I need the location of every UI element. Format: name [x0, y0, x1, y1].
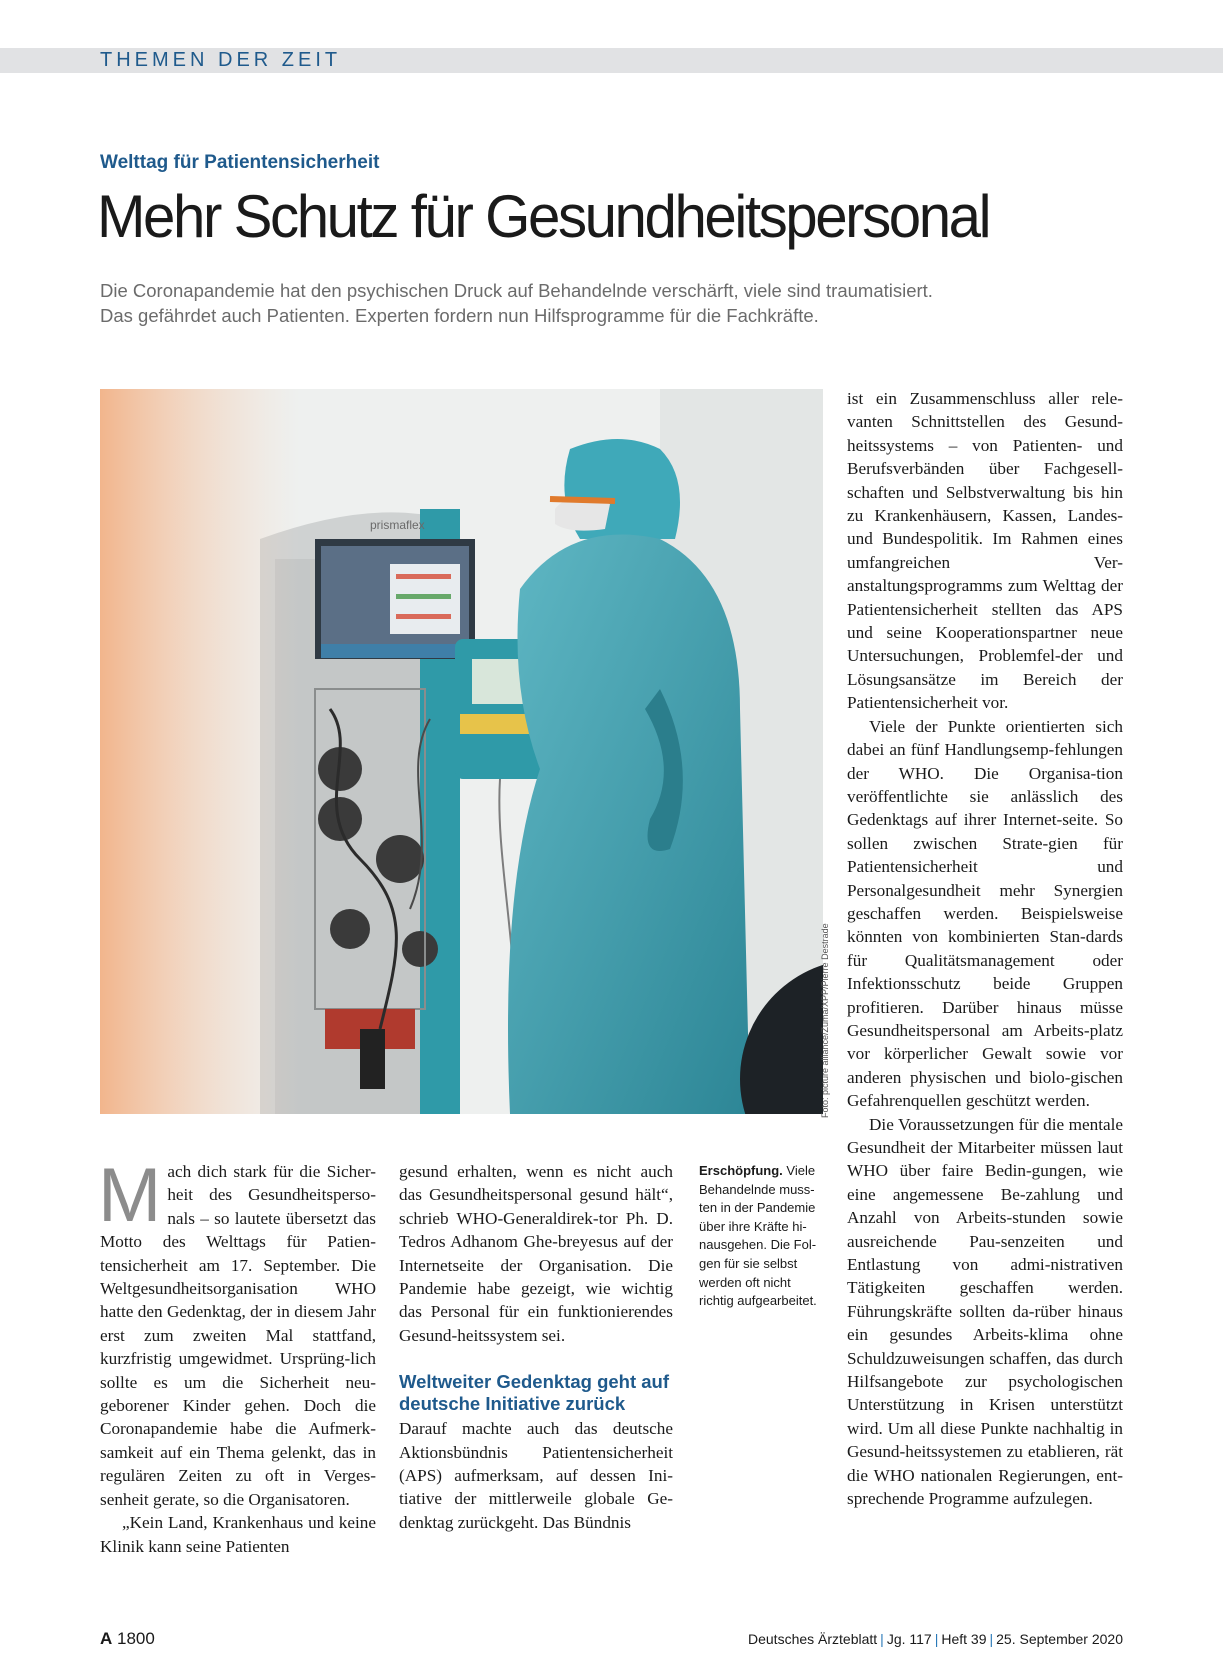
page-prefix: A	[100, 1629, 113, 1648]
section-title: THEMEN DER ZEIT	[100, 49, 342, 71]
journal-name: Deutsches Ärzteblatt	[748, 1631, 878, 1647]
lead-line-2: Das gefährdet auch Patienten. Experten fordern nun Hilfsprogramme für die Fachkräfte.	[100, 305, 819, 326]
text-column-2	[399, 1160, 673, 1534]
lead-line-1: Die Coronapandemie hat den psychischen Druck auf Behandelnde verschärft, viele sind traumatisiert.	[100, 280, 933, 301]
journal-issue: Heft 39	[941, 1631, 987, 1647]
article-kicker: Welttag für Patientensicherheit	[100, 152, 380, 173]
col3-paragraph-1: ist ein Zusammenschluss aller rele-vanten Schnittstellen des Gesund-heitssystems – von Patienten- und Berufsverbänden über Fachgesell-schaften und Selbstverwaltung bis hin zu Krankenhäusern, Kassen, Landes- und Bundespolitik. Im Rahmen eines umfangreichen Ver-anstaltungsprogramms zum Welttag der Patientensicherheit stellten das APS und seine Kooperationspartner neue Untersuchungen, Problemfel-der und Lösungsansätze im Bereich der Patientensicherheit vor.	[847, 389, 1123, 713]
machine-brand: prismaflex	[370, 518, 425, 532]
article-headline: Mehr Schutz für Gesundheitspersonal	[97, 183, 990, 250]
journal-date: 25. September 2020	[996, 1631, 1123, 1647]
journal-volume: Jg. 117	[886, 1631, 932, 1647]
dropcap: M	[98, 1153, 162, 1238]
col2-paragraph-2: Darauf machte auch das deutsche Aktionsbündnis Patientensicherheit (APS) aufmerksam, auf dessen Ini-tiative der mittlerweile globale Ge-denktag zurückgeht. Das Bündnis	[399, 1419, 673, 1532]
article-lead	[100, 278, 1020, 328]
col3-paragraph-2: Viele der Punkte orientierten sich dabei an fünf Handlungsemp-fehlungen der WHO. Die Organisa-tion veröffentlichte sie anlässlich des Gedenktags auf ihrer Internet-seite. So sollen zwischen Strate-gien für Patientensicherheit und Personalgesundheit mehr Synergien geschaffen werden. Beispielsweise könnten von kombinierten Stan-dards für Qualitätsmanagement oder Infektionsschutz beide Gruppen profitieren. Darüber hinaus müsse Gesundheitspersonal am Arbeits-platz vor körperlicher Gewalt sowie vor anderen physischen und biolo-gischen Gefahrenquellen geschützt werden.	[847, 716, 1123, 1111]
text-column-1	[98, 1153, 376, 1558]
page-number-value: 1800	[117, 1629, 155, 1648]
photo-caption	[699, 1162, 829, 1311]
caption-title: Erschöpfung.	[699, 1163, 783, 1178]
section-bar	[0, 48, 1223, 73]
col3-paragraph-3: Die Voraussetzungen für die mentale Gesundheit der Mitarbeiter müssen laut WHO über faire Bedin-gungen, wie eine angemessene Be-zahlung und Anzahl von Arbeits-stunden sowie ausreichende Pau-senzeiten und Entlastung von admi-nistrativen Tätigkeiten geschaffen werden. Führungskräfte sollten da-rüber hinaus ein gesundes Arbeits-klima ohne Schuldzuweisungen schaffen, das durch Hilfsangebote zur psychologischen Unterstützung in Krisen unterstützt wird. Um all diese Punkte nachhaltig in Gesund-heitssystemen zu etablieren, rät die WHO nationalen Regierungen, ent-sprechende Programme aufzulegen.	[847, 1114, 1123, 1509]
page-number	[100, 1629, 155, 1649]
col1-paragraph-2: „Kein Land, Krankenhaus und keine Klinik kann seine Patienten	[100, 1513, 376, 1556]
article-photo	[100, 389, 823, 1114]
journal-footer: Deutsches Ärzteblatt | Jg. 117 | Heft 39 | 25. September 2020	[748, 1631, 1123, 1647]
article-subhead: Weltweiter Gedenktag geht auf deutsche Initiative zurück	[399, 1371, 670, 1415]
caption-text: Viele Behandelnde muss-ten in der Pandemie über ihre Kräfte hi-nausgehen. Die Fol-gen für sie selbst werden oft nicht richtig aufgearbeitet.	[699, 1163, 817, 1309]
col2-paragraph-1: gesund erhalten, wenn es nicht auch das Gesundheitspersonal gesund hält“, schrieb WHO-Generaldirek-tor Ph. D. Tedros Adhanom Ghe-breyesus auf der Internetseite der Organisation. Die Pandemie habe gezeigt, wie wichtig das Personal für ein funktionierendes Gesund-heitssystem sei.	[399, 1162, 673, 1345]
photo-credit: Foto: picture alliance/Zuma/XPP/Pierre Destrade	[820, 923, 830, 1118]
col1-paragraph-1: ach dich stark für die Sicher-heit des Gesundheitsperso-nals – so lautete übersetzt das Motto des Welttags für Patien-tensicherheit am 17. September. Die Weltgesundheitsorganisation WHO hatte den Gedenktag, der in diesem Jahr erst zum zweiten Mal stattfand, kurzfristig umgewidmet. Ursprüng-lich sollte es um die Sicherheit neu-geborener Kinder gehen. Doch die Coronapandemie habe die Aufmerk-samkeit auf ein Thema gelenkt, das in regulären Zeiten zu oft in Verges-senheit gerate, so die Organisatoren.	[100, 1162, 376, 1509]
text-column-3	[847, 387, 1123, 1511]
photo-illustration	[100, 389, 823, 1114]
